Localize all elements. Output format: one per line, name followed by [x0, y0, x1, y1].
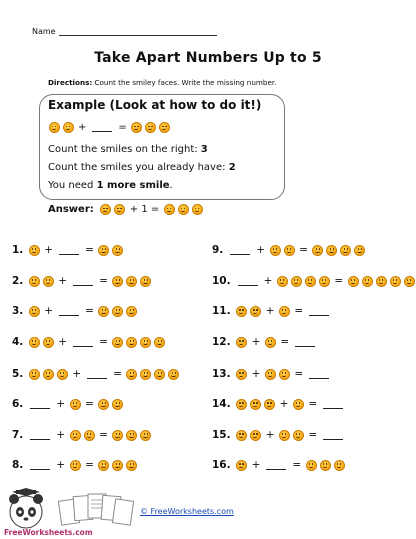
smiley-icon — [291, 276, 302, 287]
smiley-icon — [320, 460, 331, 471]
plus-operator: + — [256, 244, 266, 256]
problem-number: 1. — [12, 244, 24, 256]
problem-row — [212, 429, 345, 441]
example-line-3-post: . — [169, 180, 173, 191]
answer-blank[interactable] — [266, 461, 286, 470]
answer-blank[interactable] — [295, 338, 315, 347]
smiley-icon — [126, 430, 137, 441]
equals-operator: = — [113, 368, 122, 380]
plus-operator: + — [265, 429, 275, 441]
equals-operator: = — [280, 336, 290, 348]
smiley-icon — [114, 204, 125, 215]
problem-row — [212, 459, 345, 471]
smiley-icon — [29, 369, 40, 380]
equals-operator: = — [85, 459, 94, 471]
plus-operator: + — [44, 305, 54, 317]
plus-operator: + — [56, 398, 66, 410]
equals-operator: = — [99, 275, 108, 287]
name-label: Name — [32, 27, 56, 36]
answer-blank[interactable] — [30, 400, 50, 409]
plus-operator: + — [44, 244, 54, 256]
problem-row — [12, 336, 166, 348]
answer-blank[interactable] — [73, 277, 93, 286]
smiley-icon — [306, 460, 317, 471]
smiley-icon — [43, 276, 54, 287]
example-line-3-pre: You need — [48, 180, 94, 191]
smiley-icon — [112, 337, 123, 348]
problem-number: 13. — [212, 368, 231, 380]
smiley-icon — [98, 460, 109, 471]
problem-row — [212, 368, 331, 380]
plus-operator: + — [251, 459, 261, 471]
smiley-icon — [265, 369, 276, 380]
smiley-icon — [154, 369, 165, 380]
smiley-icon — [140, 369, 151, 380]
problem-row — [212, 336, 317, 348]
smiley-icon — [70, 430, 81, 441]
plus-operator: + — [251, 336, 261, 348]
directions-text: Count the smiley faces. Write the missing number. — [94, 78, 277, 87]
problem-row — [212, 275, 415, 287]
smiley-icon — [168, 369, 179, 380]
equals-operator: = — [299, 244, 308, 256]
smiley-icon — [98, 399, 109, 410]
problem-number: 5. — [12, 368, 24, 380]
smiley-icon — [236, 306, 247, 317]
plus-operator: + — [263, 275, 273, 287]
answer-blank[interactable] — [238, 277, 258, 286]
smiley-icon — [112, 306, 123, 317]
answer-blank[interactable] — [59, 307, 79, 316]
smiley-icon — [284, 245, 295, 256]
smiley-icon — [98, 245, 109, 256]
smiley-icon — [305, 276, 316, 287]
equals-operator: = — [99, 336, 108, 348]
problem-number: 3. — [12, 305, 24, 317]
problem-number: 2. — [12, 275, 24, 287]
worksheet-thumbnails — [58, 490, 134, 530]
smiley-icon — [63, 122, 74, 133]
answer-label: Answer: — [48, 204, 94, 215]
problem-row — [212, 244, 366, 256]
smiley-icon — [277, 276, 288, 287]
problem-number: 4. — [12, 336, 24, 348]
smiley-icon — [236, 369, 247, 380]
smiley-icon — [84, 430, 95, 441]
smiley-icon — [164, 204, 175, 215]
smiley-icon — [236, 430, 247, 441]
smiley-icon — [57, 369, 68, 380]
smiley-icon — [126, 276, 137, 287]
smiley-icon — [326, 245, 337, 256]
smiley-icon — [362, 276, 373, 287]
smiley-icon — [98, 306, 109, 317]
name-row — [32, 26, 217, 36]
plus-operator: + — [56, 459, 66, 471]
smiley-icon — [293, 399, 304, 410]
plus-operator: + — [265, 305, 275, 317]
name-field[interactable] — [59, 26, 217, 36]
problem-number: 14. — [212, 398, 231, 410]
smiley-icon — [319, 276, 330, 287]
footer-link[interactable]: © FreeWorksheets.com — [140, 507, 234, 516]
answer-blank[interactable] — [230, 246, 250, 255]
smiley-icon — [145, 122, 156, 133]
smiley-icon — [279, 369, 290, 380]
smiley-icon — [140, 337, 151, 348]
problem-row — [12, 275, 152, 287]
example-equation — [48, 122, 171, 133]
answer-operator: + 1 = — [129, 204, 160, 215]
smiley-icon — [312, 245, 323, 256]
smiley-icon — [340, 245, 351, 256]
smiley-icon — [159, 122, 170, 133]
problem-number: 6. — [12, 398, 24, 410]
smiley-icon — [29, 276, 40, 287]
example-line-1-text: Count the smiles on the right: — [48, 144, 198, 155]
plus-operator: + — [279, 398, 289, 410]
problem-row — [212, 398, 345, 410]
problem-number: 10. — [212, 275, 231, 287]
problem-number: 15. — [212, 429, 231, 441]
answer-blank[interactable] — [59, 246, 79, 255]
smiley-icon — [236, 399, 247, 410]
example-line-2-text: Count the smiles you already have: — [48, 162, 226, 173]
plus-operator: + — [56, 429, 66, 441]
smiley-icon — [404, 276, 415, 287]
example-title: Example (Look at how to do it!) — [48, 98, 262, 112]
smiley-icon — [354, 245, 365, 256]
answer-blank[interactable] — [73, 338, 93, 347]
smiley-icon — [70, 399, 81, 410]
problem-number: 11. — [212, 305, 231, 317]
problem-row — [12, 459, 138, 471]
problem-number: 16. — [212, 459, 231, 471]
smiley-icon — [348, 276, 359, 287]
problem-row — [12, 429, 152, 441]
equals-operator: = — [334, 275, 344, 287]
equals-operator: = — [99, 429, 108, 441]
smiley-icon — [126, 306, 137, 317]
example-line-3-bold: 1 more smile — [96, 180, 170, 191]
smiley-icon — [112, 460, 123, 471]
problem-number: 7. — [12, 429, 24, 441]
problem-row — [12, 305, 138, 317]
answer-blank[interactable] — [309, 370, 329, 379]
smiley-icon — [390, 276, 401, 287]
smiley-icon — [236, 460, 247, 471]
answer-blank[interactable] — [309, 307, 329, 316]
problem-row — [12, 244, 124, 256]
smiley-icon — [29, 306, 40, 317]
problem-number: 8. — [12, 459, 24, 471]
equals-operator: = — [85, 398, 94, 410]
smiley-icon — [140, 276, 151, 287]
problem-row — [212, 305, 331, 317]
plus-operator: + — [58, 336, 68, 348]
answer-blank[interactable] — [30, 461, 50, 470]
smiley-icon — [293, 430, 304, 441]
problem-number: 9. — [212, 244, 224, 256]
example-line-1-value: 3 — [200, 144, 208, 155]
answer-blank[interactable] — [92, 123, 112, 132]
smiley-icon — [250, 430, 261, 441]
example-line-2 — [48, 162, 236, 173]
smiley-icon — [140, 430, 151, 441]
plus-operator: + — [251, 368, 261, 380]
equals-operator: = — [292, 459, 302, 471]
equals-operator: = — [118, 122, 127, 133]
smiley-icon — [376, 276, 387, 287]
smiley-icon — [29, 337, 40, 348]
answer-blank[interactable] — [87, 370, 107, 379]
smiley-icon — [112, 430, 123, 441]
example-line-1 — [48, 144, 208, 155]
smiley-icon — [43, 369, 54, 380]
worksheet-title: Take Apart Numbers Up to 5 — [94, 50, 322, 66]
smiley-icon — [49, 122, 60, 133]
equals-operator: = — [308, 398, 318, 410]
smiley-icon — [112, 276, 123, 287]
answer-blank[interactable] — [30, 431, 50, 440]
equals-operator: = — [85, 305, 94, 317]
smiley-icon — [126, 369, 137, 380]
problem-number: 12. — [212, 336, 231, 348]
smiley-icon — [270, 245, 281, 256]
smiley-icon — [264, 399, 275, 410]
equals-operator: = — [85, 244, 94, 256]
smiley-icon — [70, 460, 81, 471]
directions — [48, 78, 276, 87]
plus-operator: + — [72, 368, 82, 380]
smiley-icon — [112, 245, 123, 256]
smiley-icon — [334, 460, 345, 471]
problem-row — [12, 368, 180, 380]
smiley-icon — [43, 337, 54, 348]
example-line-3 — [48, 180, 173, 191]
example-line-2-value: 2 — [228, 162, 236, 173]
equals-operator: = — [294, 368, 304, 380]
smiley-icon — [126, 337, 137, 348]
smiley-icon — [126, 460, 137, 471]
smiley-icon — [112, 399, 123, 410]
answer-blank[interactable] — [323, 431, 343, 440]
directions-label: Directions: — [48, 78, 93, 87]
smiley-icon — [192, 204, 203, 215]
example-answer — [48, 204, 203, 215]
brand-text: FreeWorksheets.com — [4, 528, 93, 537]
answer-blank[interactable] — [323, 400, 343, 409]
smiley-icon — [29, 245, 40, 256]
plus-operator: + — [78, 122, 87, 133]
smiley-icon — [250, 306, 261, 317]
smiley-icon — [265, 337, 276, 348]
panda-logo — [4, 488, 48, 532]
smiley-icon — [100, 204, 111, 215]
smiley-icon — [279, 306, 290, 317]
smiley-icon — [178, 204, 189, 215]
smiley-icon — [236, 337, 247, 348]
smiley-icon — [279, 430, 290, 441]
smiley-icon — [131, 122, 142, 133]
plus-operator: + — [58, 275, 68, 287]
problem-row — [12, 398, 124, 410]
smiley-icon — [154, 337, 165, 348]
smiley-icon — [250, 399, 261, 410]
equals-operator: = — [308, 429, 318, 441]
equals-operator: = — [294, 305, 304, 317]
